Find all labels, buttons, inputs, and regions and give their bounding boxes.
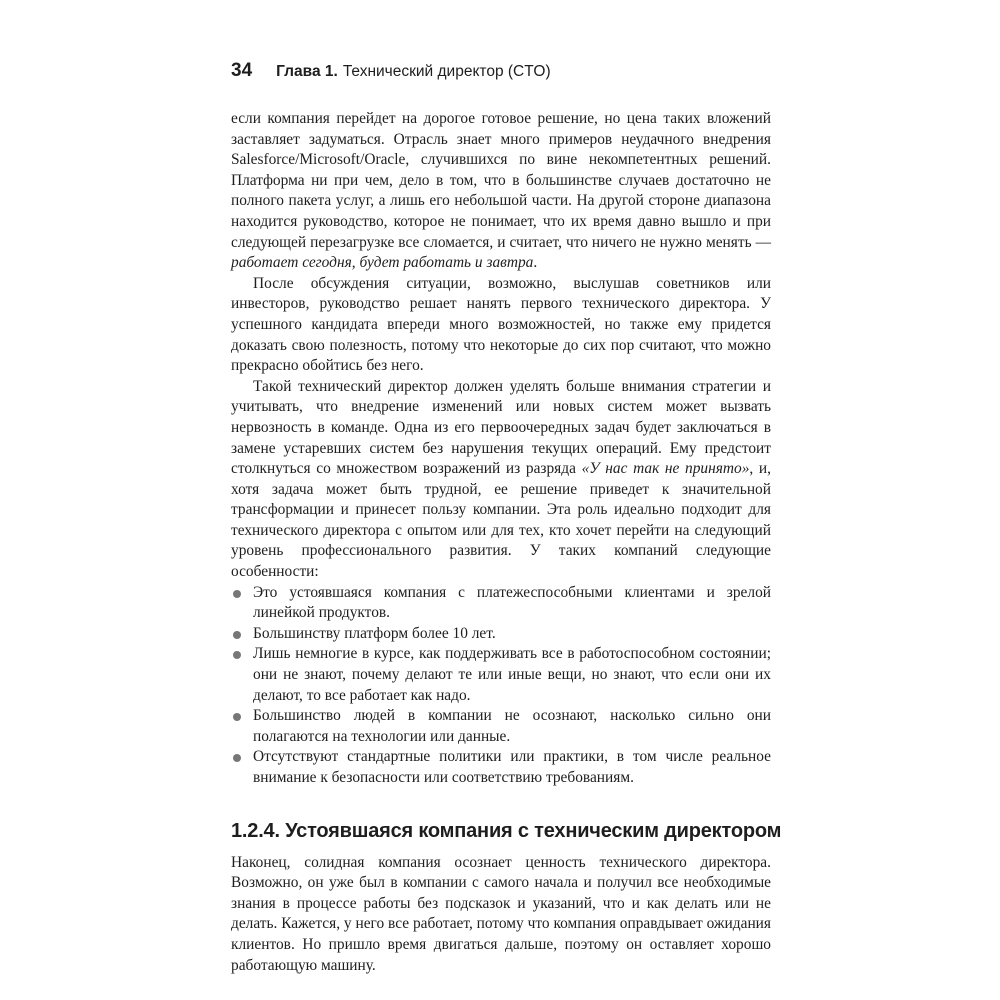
list-item: Большинство людей в компании не осознают, насколько сильно они полагаются на технологии или данные. — [231, 706, 771, 747]
list-item: Отсутствуют стандартные политики или практики, в том числе реальное внимание к безопасности или соответствию требованиям. — [231, 747, 771, 788]
chapter-label: Глава 1. — [276, 63, 338, 80]
bullet-icon — [233, 754, 241, 762]
section-paragraph: Наконец, солидная компания осознает ценность технического директора. Возможно, он уже был в компании с самого начала и получил все необходимые знания в процессе работы без подсказок и указаний, что и как делать или не делать. Кажется, у него все работает, потому что компания оправдывает ожидания клиентов. Но пришло время двигаться дальше, поэтому он оставляет хорошо работающую машину. — [231, 853, 771, 974]
paragraph: После обсуждения ситуации, возможно, выслушав советников или инвесторов, руководство решает нанять первого технического директора. У успешного кандидата впереди много возможностей, но также ему придется доказать свою полезность, потому что некоторые до сих пор считают, что можно прекрасно обойтись без него. — [231, 274, 771, 375]
bullet-icon — [233, 713, 241, 721]
book-page — [231, 60, 782, 976]
list-item: Большинству платформ более 10 лет. — [231, 624, 771, 645]
body-text — [231, 109, 771, 789]
chapter-title: Технический директор (CTO) — [342, 63, 551, 80]
list-item: Это устоявшаяся компания с платежеспособными клиентами и зрелой линейкой продуктов. — [231, 583, 771, 624]
bullet-icon — [233, 651, 241, 659]
page-number: 34 — [231, 60, 253, 81]
list-item: Лишь немногие в курсе, как поддерживать все в работоспособном состоянии; они не знают, почему делают те или иные вещи, но знают, что если они их делают, то все работает как надо. — [231, 644, 771, 706]
emphasis-text: «У нас так не принято» — [581, 460, 750, 478]
section-heading: 1.2.4. Устоявшаяся компания с техническим директором — [231, 819, 782, 842]
paragraph: Такой технический директор должен уделять больше внимания стратегии и учитывать, что внедрение изменений или новых систем может вызвать нервозность в команде. Одна из его первоочередных задач будет заключаться в замене устаревших систем без нарушения текущих операций. Ему предстоит столкнуться со множеством возражений из разряда «У нас так не принято», и, хотя задача может быть трудной, ее решение приведет к значительной трансформации и принесет пользу компании. Эта роль идеально подходит для технического директора с опытом или для тех, кто хочет перейти на следующий уровень профессионального развития. У таких компаний следующие особенности: — [231, 377, 771, 581]
bullet-icon — [233, 631, 241, 639]
emphasis-text: работает сегодня, будет работать и завтра — [231, 254, 534, 272]
running-header — [231, 60, 771, 92]
paragraph: если компания перейдет на дорогое готовое решение, но цена таких вложений заставляет задуматься. Отрасль знает много примеров неудачного внедрения Salesforce/Microsoft/Oracle, случившихся по вине некомпетентных решений. Платформа ни при чем, дело в том, что в большинстве случаев достаточно не полного пакета услуг, а лишь его небольшой части. На другой стороне диапазона находится руководство, которое не понимает, что их время давно вышло и при следующей перезагрузке все сломается, и считает, что ничего не нужно менять — работает сегодня, будет работать и завтра. — [231, 110, 771, 272]
bullet-icon — [233, 590, 241, 598]
bullet-list — [231, 583, 771, 789]
